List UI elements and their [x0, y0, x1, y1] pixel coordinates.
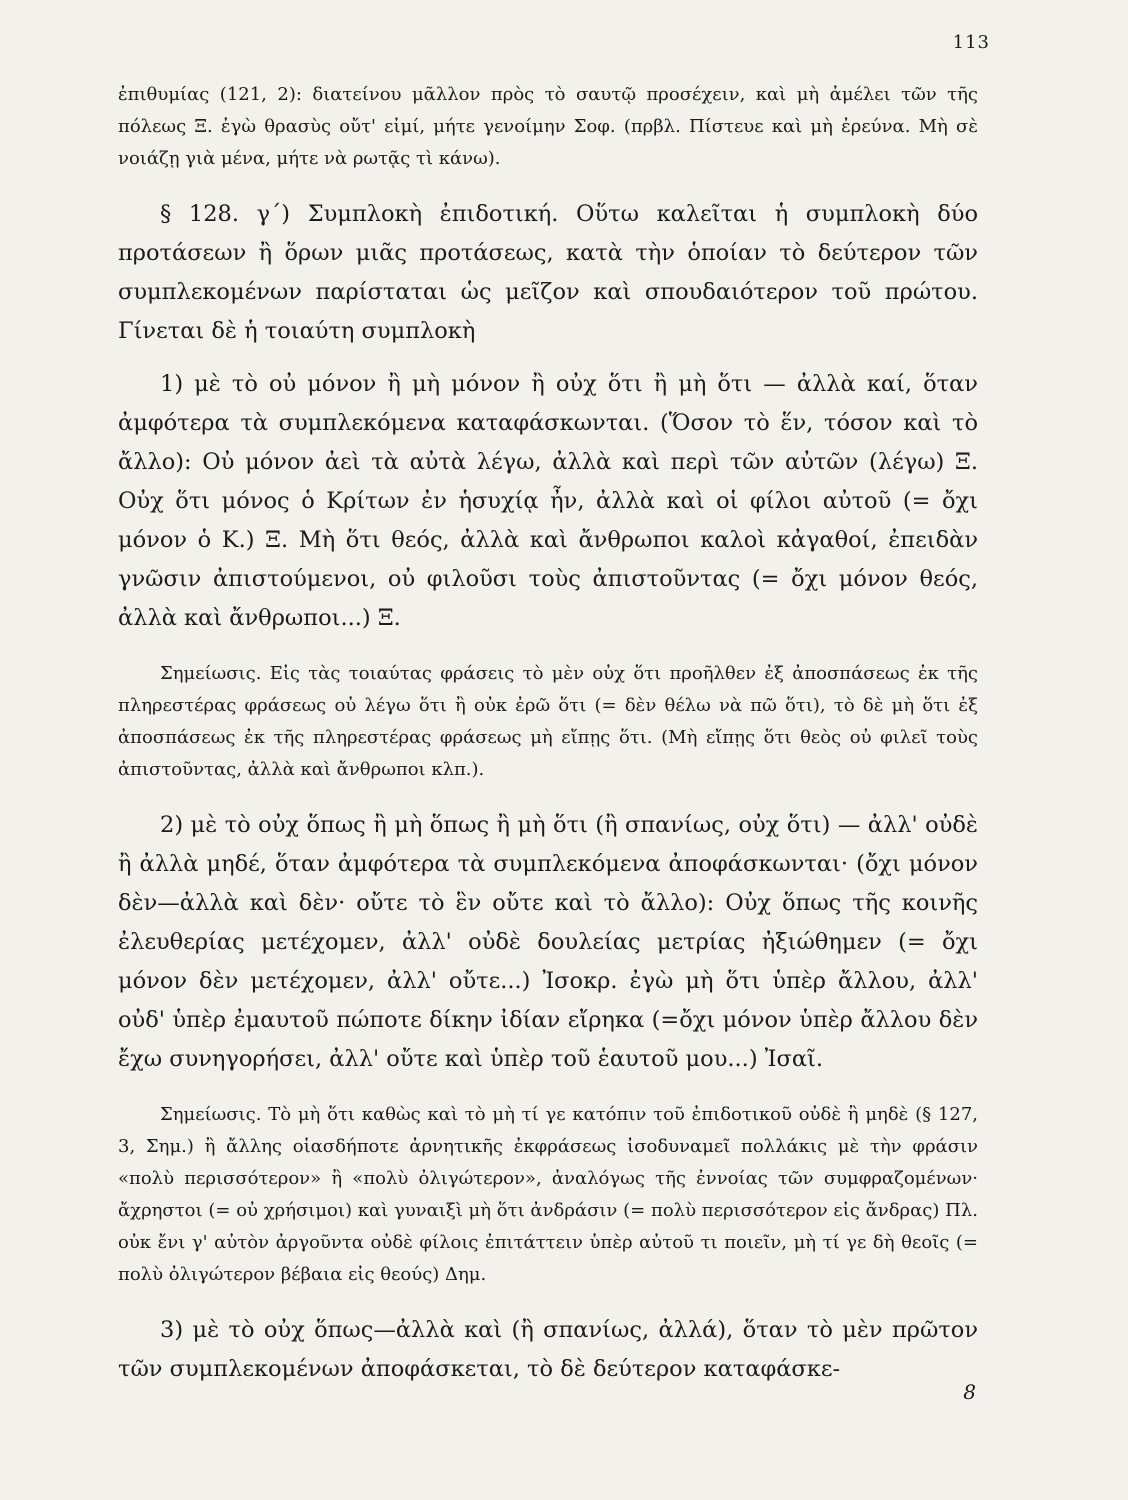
paragraph-point-3: 3) μὲ τὸ οὐχ ὅπως—ἀλλὰ καὶ (ἢ σπανίως, ἀλλά), ὅταν τὸ μὲν πρῶτον τῶν συμπλεκομένων ἀποφάσκεται, τὸ δὲ δεύτερον καταφάσκε- [118, 1317, 978, 1382]
page-number: 113 [952, 32, 990, 53]
paragraph-point-1: 1) μὲ τὸ οὐ μόνον ἢ μὴ μόνον ἢ οὐχ ὅτι ἢ μὴ ὅτι — ἀλλὰ καί, ὅταν ἀμφότερα τὰ συμπλεκόμενα καταφάσκωνται. (Ὅσον τὸ ἕν, τόσον καὶ τὸ ἄλλο): Οὐ μόνον ἀεὶ τὰ αὐτὰ λέγω, ἀλλὰ καὶ περὶ τῶν αὐτῶν (λέγω) Ξ. Οὐχ ὅτι μόνος ὁ Κρίτων ἐν ἡσυχίᾳ ἦν, ἀλλὰ καὶ οἱ φίλοι αὐτοῦ (= ὄχι μόνον ὁ Κ.) Ξ. Μὴ ὅτι θεός, ἀλλὰ καὶ ἄνθρωποι καλοὶ κἀγαθοί, ἐπειδὰν γνῶσιν ἀπιστούμενοι, οὐ φιλοῦσι τοὺς ἀπιστοῦντας (= ὄχι μόνον θεός, ἀλλὰ καὶ ἄνθρωποι...) Ξ. [118, 371, 978, 631]
note-paragraph-1: Σημείωσις. Εἰς τὰς τοιαύτας φράσεις τὸ μὲν οὐχ ὅτι προῆλθεν ἐξ ἀποσπάσεως ἐκ τῆς πληρεστέρας φράσεως οὐ λέγω ὅτι ἢ οὐκ ἐρῶ ὅτι (= δὲν θέλω νὰ πῶ ὅτι), τὸ δὲ μὴ ὅτι ἐξ ἀποσπάσεως ἐκ τῆς πληρεστέρας φράσεως μὴ εἴπῃς ὅτι. (Μὴ εἴπῃς ὅτι θεὸς οὐ φιλεῖ τοὺς ἀπιστοῦντας, ἀλλὰ καὶ ἄνθρωποι κλπ.). [118, 663, 978, 780]
note-paragraph-2: Σημείωσις. Τὸ μὴ ὅτι καθὼς καὶ τὸ μὴ τί γε κατόπιν τοῦ ἐπιδοτικοῦ οὐδὲ ἢ μηδὲ (§ 127, 3, Σημ.) ἢ ἄλλης οἱασδήποτε ἀρνητικῆς ἐκφράσεως ἰσοδυναμεῖ πολλάκις μὲ τὴν φράσιν «πολὺ περισσότερον» ἢ «πολὺ ὀλιγώτερον», ἀναλόγως τῆς ἐννοίας τῶν συμφραζομένων· ἄχρηστοι (= οὐ χρήσιμοι) καὶ γυναιξὶ μὴ ὅτι ἀνδράσιν (= πολὺ περισσότερον εἰς ἄνδρας) Πλ. οὐκ ἔνι γ' αὐτὸν ἀργοῦντα οὐδὲ φίλοις ἐπιτάττειν ὑπὲρ αὐτοῦ τι ποιεῖν, μὴ τί γε δὴ θεοῖς (= πολὺ ὀλιγώτερον βέβαια εἰς θεούς) Δημ. [118, 1104, 978, 1285]
section-128-heading-paragraph: § 128. γ΄) Συμπλοκὴ ἐπιδοτική. Οὕτω καλεῖται ἡ συμπλοκὴ δύο προτάσεων ἢ ὅρων μιᾶς προτάσεως, κατὰ τὴν ὁποίαν τὸ δεύτερον τῶν συμπλεκομένων παρίσταται ὡς μεῖζον καὶ σπουδαιότερον τοῦ πρώτου. Γίνεται δὲ ἡ τοιαύτη συμπλοκὴ [118, 201, 978, 344]
paragraph-continuation: ἐπιθυμίας (121, 2): διατείνου μᾶλλον πρὸς τὸ σαυτῷ προσέχειν, καὶ μὴ ἀμέλει τῶν τῆς πόλεως Ξ. ἐγὼ θρασὺς οὔτ' εἰμί, μήτε γενοίμην Σοφ. (πρβλ. Πίστευε καὶ μὴ ἐρεύνα. Μὴ σὲ νοιάζῃ γιὰ μένα, μήτε νὰ ρωτᾷς τὶ κάνω). [118, 84, 978, 169]
printer-signature: 8 [963, 1380, 976, 1404]
paragraph-point-2: 2) μὲ τὸ οὐχ ὅπως ἢ μὴ ὅπως ἢ μὴ ὅτι (ἢ σπανίως, οὐχ ὅτι) — ἀλλ' οὐδὲ ἢ ἀλλὰ μηδέ, ὅταν ἀμφότερα τὰ συμπλεκόμενα ἀποφάσκωνται· (ὄχι μόνον δὲν—ἀλλὰ καὶ δὲν· οὔτε τὸ ἓν οὔτε καὶ τὸ ἄλλο): Οὐχ ὅπως τῆς κοινῆς ἐλευθερίας μετέχομεν, ἀλλ' οὐδὲ δουλείας μετρίας ἠξιώθημεν (= ὄχι μόνον δὲν μετέχομεν, ἀλλ' οὔτε...) Ἰσοκρ. ἐγὼ μὴ ὅτι ὑπὲρ ἄλλου, ἀλλ' οὐδ' ὑπὲρ ἐμαυτοῦ πώποτε δίκην ἰδίαν εἴρηκα (=ὄχι μόνον ὑπὲρ ἄλλου δὲν ἔχω συνηγορήσει, ἀλλ' οὔτε καὶ ὑπὲρ τοῦ ἑαυτοῦ μου...) Ἰσαῖ. [118, 812, 978, 1072]
